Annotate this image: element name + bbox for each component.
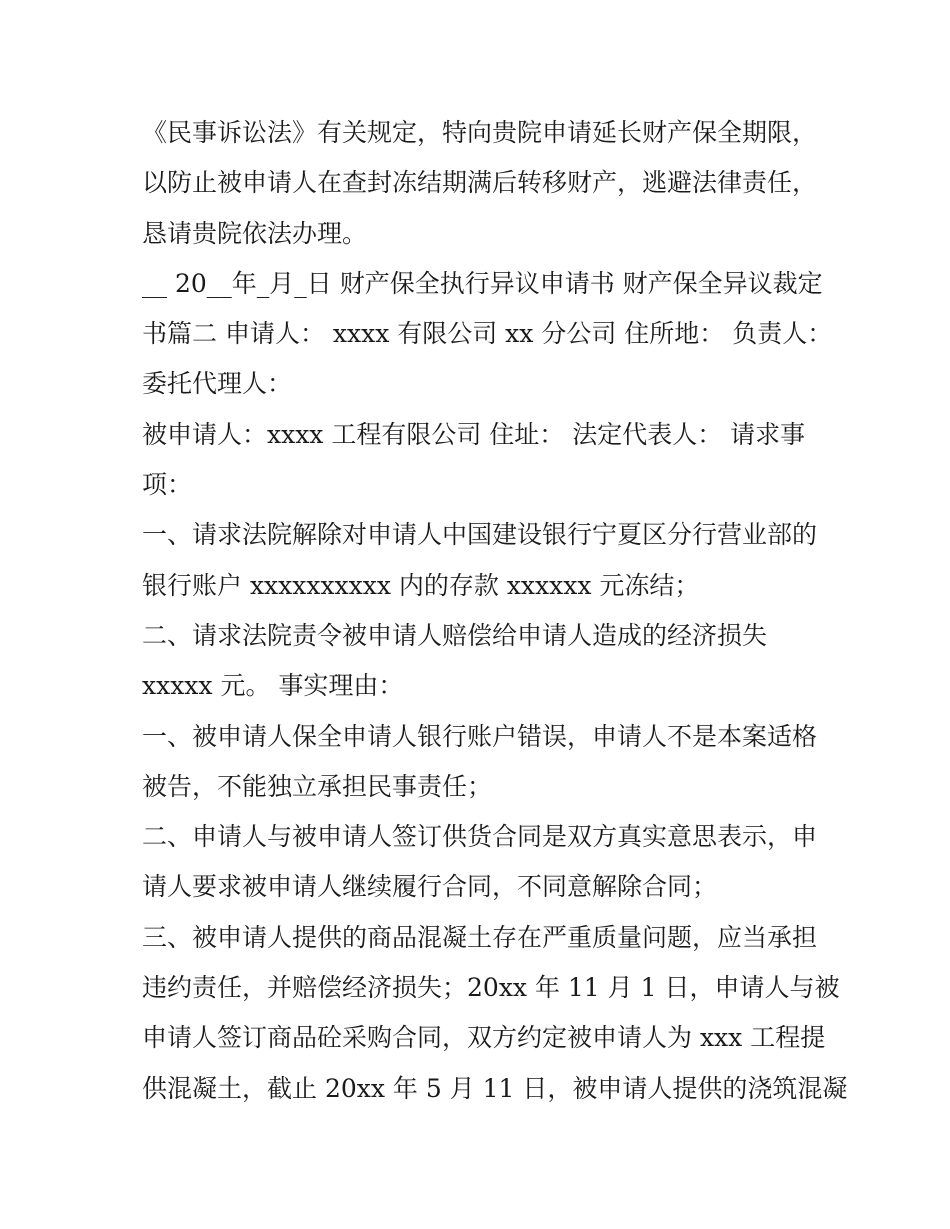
text-line: 项： [142,470,193,500]
text-line: xxxxx 元。 事实理由： [142,671,404,701]
document-body [142,108,848,1114]
text-line: 违约责任，并赔偿经济损失；20xx 年 11 月 1 日，申请人与被 [142,973,840,1003]
text-line: 委托代理人： [142,369,293,399]
text-line: 被告，不能独立承担民事责任； [142,771,493,801]
text-line: 一、被申请人保全申请人银行账户错误，申请人不是本案适格 [142,721,818,751]
text-line: 以防止被申请人在查封冻结期满后转移财产，逃避法律责任， [142,168,818,198]
text-line: 请人要求被申请人继续履行合同，不同意解除合同； [142,872,718,902]
text-line: 申请人签订商品砼采购合同，双方约定被申请人为 xxx 工程提 [142,1023,826,1053]
text-line: 书篇二 申请人： xxxx 有限公司 xx 分公司 住所地： 负责人： [142,319,833,349]
text-line: 恳请贵院依法办理。 [142,218,368,248]
text-line: 一、请求法院解除对申请人中国建设银行宁夏区分行营业部的 [142,520,818,550]
text-line: 被申请人：xxxx 工程有限公司 住址： 法定代表人： 请求事 [142,419,806,449]
text-line: 供混凝土，截止 20xx 年 5 月 11 日，被申请人提供的浇筑混凝 [142,1073,848,1103]
text-line: 三、被申请人提供的商品混凝土存在严重质量问题，应当承担 [142,922,818,952]
text-line: 《民事诉讼法》有关规定，特向贵院申请延长财产保全期限， [142,118,818,147]
text-line: 二、申请人与被申请人签订供货合同是双方真实意思表示，申 [142,822,818,852]
text-line: __ 20__年_月_日 财产保全执行异议申请书 财产保全异议裁定 [142,268,823,298]
text-line: 银行账户 xxxxxxxxxx 内的存款 xxxxxx 元冻结； [142,570,700,600]
text-line: 二、请求法院责令被申请人赔偿给申请人造成的经济损失 [142,620,768,650]
